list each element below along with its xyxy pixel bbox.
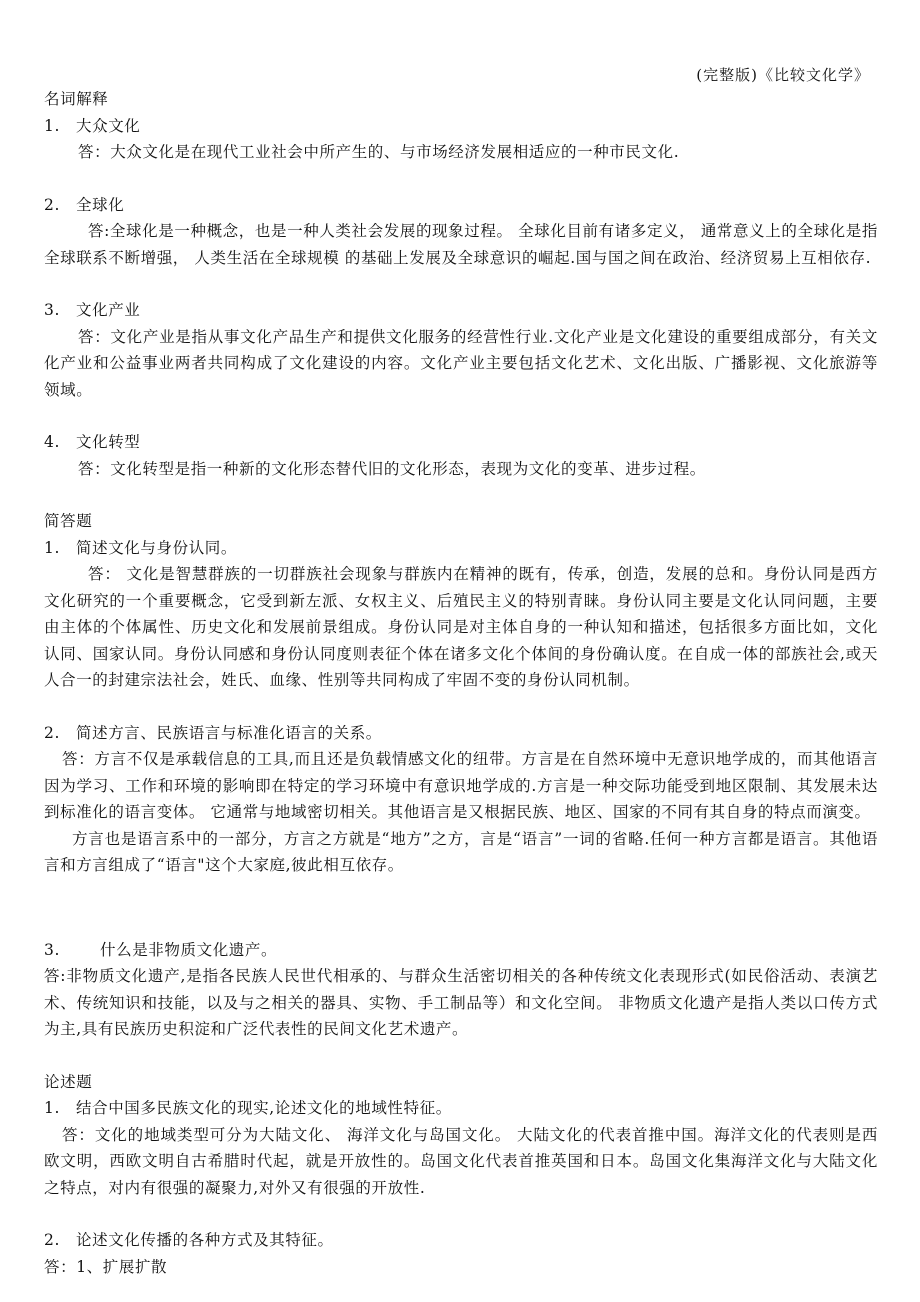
question-heading (44, 429, 878, 456)
answer-paragraph: 答：方言不仅是承载信息的工具,而且还是负载情感文化的纽带。方言是在自然环境中无意识地学成的，而其他语言因为学习、工作和环境的影响即在特定的学习环境中有意识地学成的.方言是一种交际功能受到地区限制、其发展未达到标准化的语言变体。 它通常与地域密切相关。其他语言是又根据民族、地区、国家的不同有其自身的特点而演变。 (44, 750, 878, 821)
question-heading (44, 297, 878, 324)
answer-paragraph: 答:全球化是一种概念，也是一种人类社会发展的现象过程。 全球化目前有诸多定义， 通常意义上的全球化是指全球联系不断增强， 人类生活在全球规模 的基础上发展及全球意识的崛起.国与国之间在政治、经济贸易上互相依存. (44, 222, 878, 267)
answer-paragraph: 答:非物质文化遗产,是指各民族人民世代相承的、与群众生活密切相关的各种传统文化表现形式(如民俗活动、表演艺术、传统知识和技能，以及与之相关的器具、实物、手工制品等）和文化空间。 非物质文化遗产是指人类以口传方式为主,具有民族历史积淀和广泛代表性的民间文化艺术遗产。 (44, 967, 878, 1038)
question-heading (44, 192, 878, 219)
question-number: 3. (44, 301, 60, 319)
question-heading (44, 1227, 878, 1254)
document-body (44, 86, 878, 1280)
question-heading (44, 535, 878, 562)
question-text: 论述文化传播的各种方式及其特征。 (76, 1231, 334, 1249)
section-title-terms: 名词解释 (44, 90, 109, 108)
answer-paragraph: 答：文化产业是指从事文化产品生产和提供文化服务的经营性行业.文化产业是文化建设的重要组成部分，有关文化产业和公益事业两者共同构成了文化建设的内容。文化产业主要包括文化艺术、文化出版、广播影视、文化旅游等领域。 (44, 327, 878, 399)
question-text: 文化产业 (76, 301, 141, 319)
question-text: 简述文化与身份认同。 (76, 538, 238, 557)
question-text: 大众文化 (76, 116, 141, 135)
answer-paragraph: 答：文化的地域类型可分为大陆文化、 海洋文化与岛国文化。 大陆文化的代表首推中国。海洋文化的代表则是西欧文明，西欧文明自古希腊时代起，就是开放性的。岛国文化代表首推英国和日本。岛国文化集海洋文化与大陆文化之特点，对内有很强的凝聚力,对外又有很强的开放性. (44, 1125, 878, 1197)
question-number: 2. (44, 1231, 60, 1249)
question-number: 2. (44, 195, 60, 214)
answer-paragraph: 答：1、扩展扩散 (44, 1257, 168, 1276)
question-text: 简述方言、民族语言与标准化语言的关系。 (76, 723, 382, 742)
answer-paragraph: 答：文化转型是指一种新的文化形态替代旧的文化形态，表现为文化的变革、进步过程。 (78, 459, 706, 478)
question-number: 4. (44, 433, 60, 451)
section-title-short-answer: 简答题 (44, 512, 93, 530)
answer-paragraph: 方言也是语言系中的一部分，方言之方就是“地方”之方，言是“语言”一词的省略.任何一种方言都是语言。其他语言和方言组成了“语言"这个大家庭,彼此相互依存。 (44, 829, 878, 874)
question-heading (44, 937, 878, 964)
section-title-essay: 论述题 (44, 1072, 93, 1091)
question-number: 1. (44, 1099, 60, 1117)
question-number: 1. (44, 116, 60, 135)
question-text: 全球化 (76, 195, 125, 214)
question-text: 文化转型 (76, 433, 141, 451)
question-number: 3. (44, 940, 60, 959)
answer-paragraph: 答： 文化是智慧群族的一切群族社会现象与群族内在精神的既有，传承，创造，发展的总和。身份认同是西方文化研究的一个重要概念，它受到新左派、女权主义、后殖民主义的特别青睐。身份认同主要是文化认同问题，主要由主体的个体属性、历史文化和发展前景组成。身份认同是对主体自身的一种认知和描述，包括很多方面比如，文化认同、国家认同。身份认同感和身份认同度则表征个体在诸多文化个体间的身份确认度。在自成一体的部族社会,或天人合一的封建宗法社会，姓氏、血缘、性别等共同构成了牢固不变的身份认同机制。 (44, 565, 878, 689)
question-number: 2. (44, 723, 60, 742)
question-text: 结合中国多民族文化的现实,论述文化的地域性特征。 (76, 1099, 452, 1117)
answer-paragraph: 答：大众文化是在现代工业社会中所产生的、与市场经济发展相适应的一种市民文化. (78, 143, 680, 161)
question-number: 1. (44, 538, 60, 557)
question-heading (44, 113, 878, 140)
question-heading (44, 720, 878, 747)
question-text: 什么是非物质文化遗产。 (100, 940, 278, 959)
question-heading (44, 1095, 878, 1122)
running-header: (完整版)《比较文化学》 (696, 66, 870, 84)
